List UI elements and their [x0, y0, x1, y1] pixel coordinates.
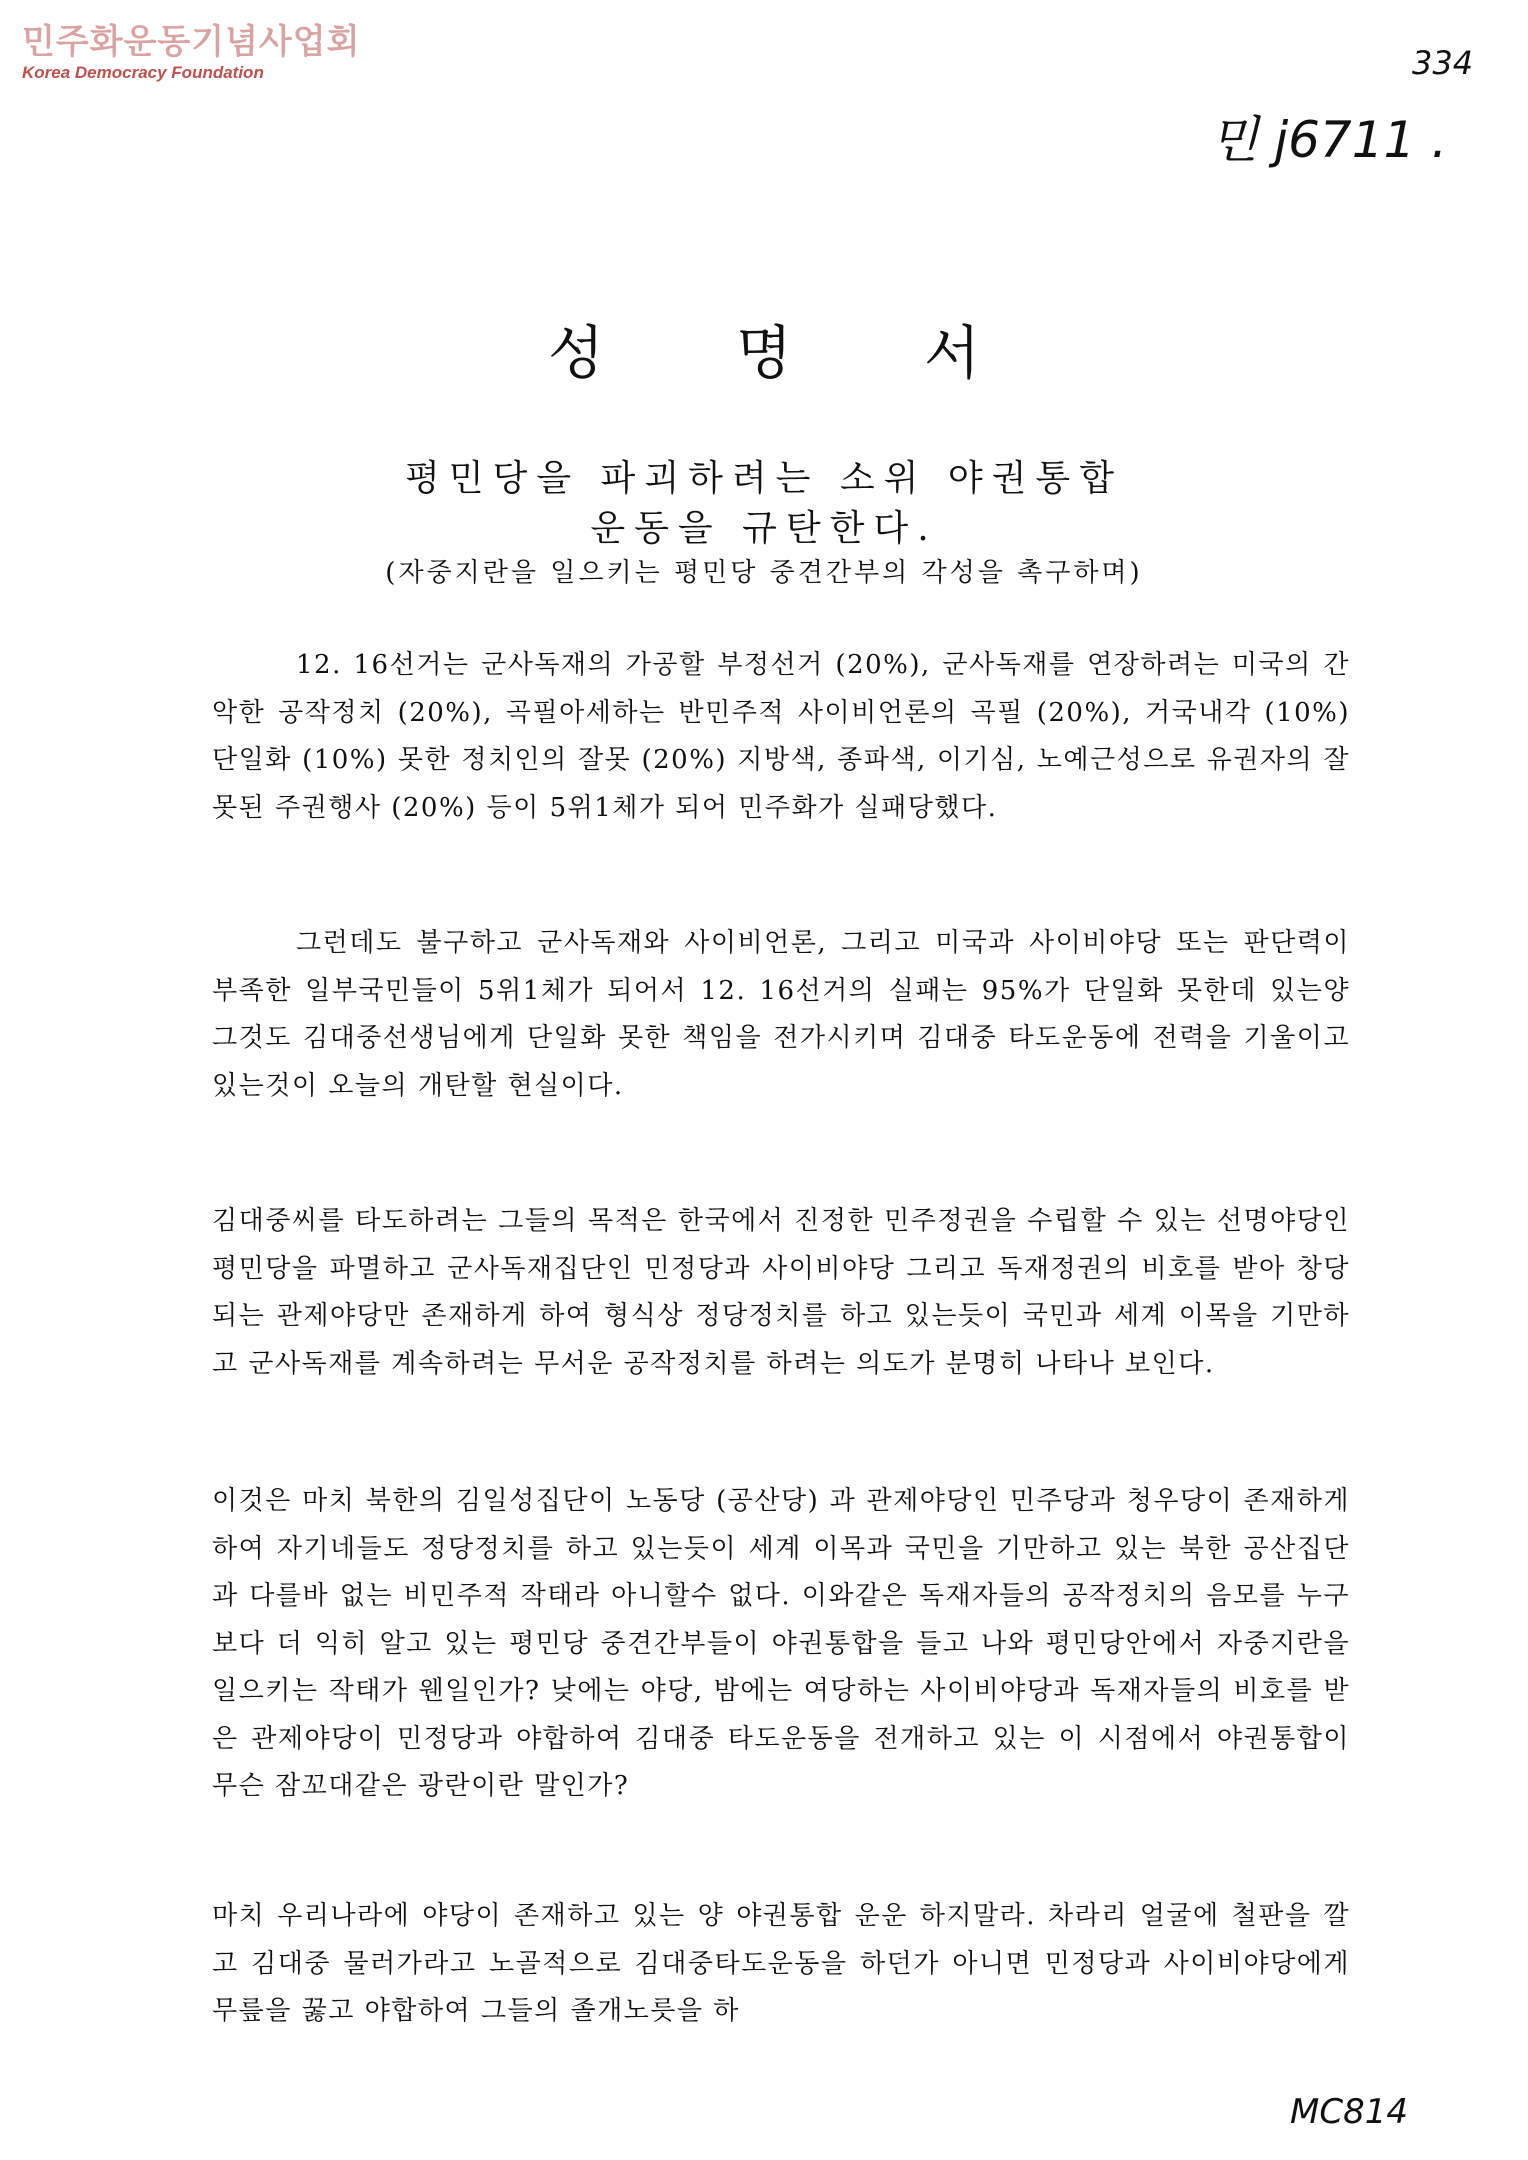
statement-title: 성명서	[547, 319, 1113, 387]
paragraph-2: 그런데도 불구하고 군사독재와 사이비언론, 그리고 미국과 사이비야당 또는 판단력이 부족한 일부국민들이 5위1체가 되어서 12. 16선거의 실패는 95%가 단일화 못한데 있는양 그것도 김대중선생님에게 단일화 못한 책임을 전가시키며 김대중 타도운동에 전력을 기울이고 있는것이 오늘의 개탄할 현실이다.	[212, 928, 1350, 1101]
paragraph-3: 김대중씨를 타도하려는 그들의 목적은 한국에서 진정한 민주정권을 수립할 수 있는 선명야당인 평민당을 파멸하고 군사독재집단인 민정당과 사이비야당 그리고 독재정권의 비호를 받아 창당되는 관제야당만 존재하게 하여 형식상 정당정치를 하고 있는듯이 국민과 세계 이목을 기만하고 군사독재를 계속하려는 무서운 공작정치를 하려는 의도가 분명히 나타나 보인다.	[212, 1206, 1350, 1379]
watermark-english: Korea Democracy Foundation	[22, 63, 264, 82]
handwritten-page-number: 334	[1412, 44, 1474, 82]
subtitle-line-1: 평민당을 파괴하려는 소위 야권통합	[405, 458, 1123, 499]
foundation-watermark	[22, 22, 360, 84]
paragraph-1: 12. 16선거는 군사독재의 가공할 부정선거 (20%), 군사독재를 연장하려는 미국의 간악한 공작정치 (20%), 곡필아세하는 반민주적 사이비언론의 곡필 (20%), 거국내각 (10%) 단일화 (10%) 못한 정치인의 잘못 (20%) 지방색, 종파색, 이기심, 노예근성으로 유권자의 잘못된 주권행사 (20%) 등이 5위1체가 되어 민주화가 실패당했다.	[212, 650, 1350, 823]
subtitle-line-2: 운동을 규탄한다.	[590, 508, 938, 549]
handwritten-document-id: MC814	[1290, 2092, 1408, 2132]
paragraph-5: 마치 우리나라에 야당이 존재하고 있는 양 야권통합 운운 하지말라. 차라리 얼굴에 철판을 깔고 김대중 물러가라고 노골적으로 김대중타도운동을 하던가 아니면 민정당과 사이비야당에게 무릎을 꿇고 야합하여 그들의 졸개노릇을 하	[212, 1901, 1350, 2026]
subtitle-note: (자중지란을 일으키는 평민당 중견간부의 각성을 촉구하며)	[385, 558, 1143, 588]
handwritten-archive-code: 민 j6711 .	[1210, 111, 1448, 169]
watermark-korean: 민주화운동기념사업회	[22, 22, 361, 62]
paragraph-4: 이것은 마치 북한의 김일성집단이 노동당 (공산당) 과 관제야당인 민주당과 청우당이 존재하게 하여 자기네들도 정당정치를 하고 있는듯이 세계 이목과 국민을 기만하고 있는 북한 공산집단과 다를바 없는 비민주적 작태라 아니할수 없다. 이와같은 독재자들의 공작정치의 음모를 누구보다 더 익히 알고 있는 평민당 중견간부들이 야권통합을 들고 나와 평민당안에서 자중지란을 일으키는 작태가 웬일인가? 낮에는 야당, 밤에는 여당하는 사이비야당과 독재자들의 비호를 받은 관제야당이 민정당과 야합하여 김대중 타도운동을 전개하고 있는 이 시점에서 야권통합이 무슨 잠꼬대같은 광란이란 말인가?	[212, 1486, 1350, 1801]
